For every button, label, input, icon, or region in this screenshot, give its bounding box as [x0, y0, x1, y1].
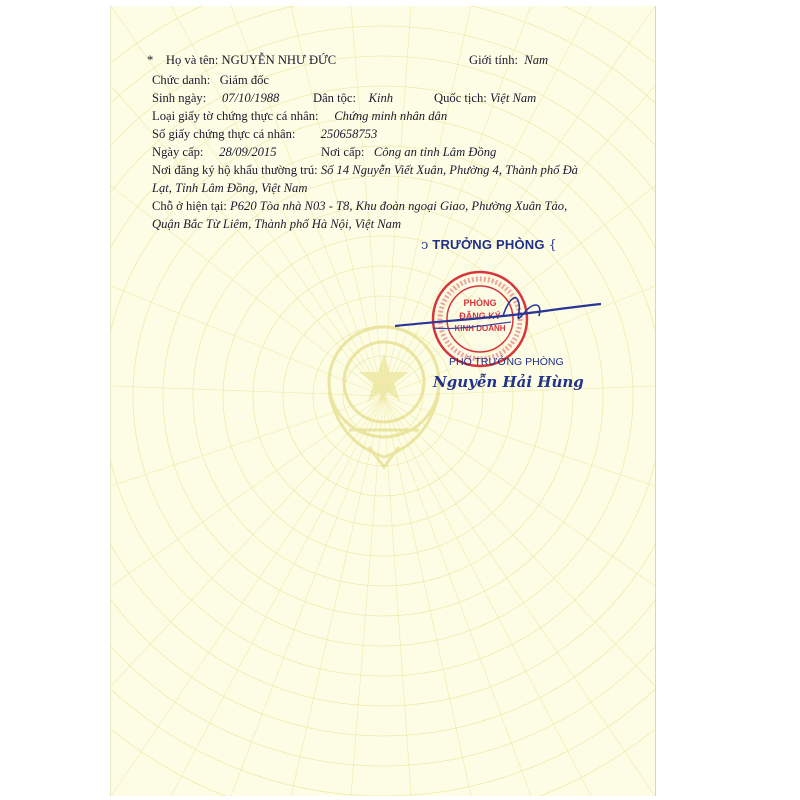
nationality-row	[434, 90, 536, 106]
issue-date-row	[152, 144, 277, 160]
dob-row	[152, 90, 279, 106]
name-label: Họ và tên:	[165, 53, 219, 67]
current-address-row	[152, 198, 567, 214]
doc-number-row	[152, 126, 377, 142]
pen-signature-stroke	[393, 286, 603, 346]
title-row	[152, 72, 269, 88]
permanent-value-1: Số 14 Nguyễn Viết Xuân, Phường 4, Thành phố Đà	[320, 163, 578, 177]
name-row	[147, 52, 336, 68]
ethnic-row	[313, 90, 393, 106]
doc-number-value: 250658753	[320, 127, 378, 141]
permanent-label: Nơi đăng ký hộ khẩu thường trú:	[152, 163, 318, 177]
current-label: Chỗ ở hiện tại:	[152, 199, 227, 213]
dob-value: 07/10/1988	[221, 91, 280, 105]
nationality-value: Việt Nam	[489, 91, 537, 105]
dob-label: Sinh ngày:	[152, 91, 207, 105]
doc-type-label: Loại giấy tờ chứng thực cá nhân:	[152, 109, 319, 123]
stamp-line-1: PHÒNG	[463, 298, 497, 308]
document-page	[110, 6, 656, 796]
current-value-2: Quận Bắc Từ Liêm, Thành phố Hà Nội, Việt Nam	[152, 217, 402, 231]
stamp-line-2: ĐĂNG KÝ	[459, 311, 501, 321]
nationality-label: Quốc tịch:	[434, 91, 487, 105]
permanent-address-row	[152, 162, 578, 178]
stamp-line-3: KINH DOANH	[454, 324, 506, 333]
issue-place-row	[321, 144, 496, 160]
title-label: Chức danh:	[152, 73, 211, 87]
deputy-title: PHÓ TRƯỞNG PHÒNG	[449, 356, 564, 368]
signer-name: Nguyễn Hải Hùng	[433, 373, 584, 391]
bullet: *	[147, 53, 154, 67]
flourish-left-icon: ↄ	[421, 238, 429, 253]
issue-place-value: Công an tỉnh Lâm Đồng	[373, 145, 497, 159]
gender-label: Giới tính:	[469, 53, 518, 67]
flourish-right-icon: {	[548, 238, 557, 253]
gender-value: Nam	[524, 53, 549, 67]
ethnic-label: Dân tộc:	[313, 91, 357, 105]
ethnic-value: Kinh	[368, 91, 394, 105]
heading-text: TRƯỞNG PHÒNG	[432, 237, 545, 252]
issue-date-label: Ngày cấp:	[152, 145, 204, 159]
doc-type-row	[152, 108, 447, 124]
current-value-1: P620 Tòa nhà N03 - T8, Khu đoàn ngoại Giao, Phường Xuân Tảo,	[230, 199, 568, 213]
issue-place-label: Nơi cấp:	[321, 145, 365, 159]
name-value: NGUYỄN NHƯ ĐỨC	[221, 53, 337, 67]
signature-heading	[421, 237, 557, 253]
title-value: Giám đốc	[219, 73, 270, 87]
doc-type-value: Chứng minh nhân dân	[334, 109, 448, 123]
doc-number-label: Số giấy chứng thực cá nhân:	[152, 127, 296, 141]
permanent-value-2: Lạt, Tỉnh Lâm Đồng, Việt Nam	[152, 181, 308, 195]
issue-date-value: 28/09/2015	[219, 145, 277, 159]
gender-row	[469, 52, 548, 68]
